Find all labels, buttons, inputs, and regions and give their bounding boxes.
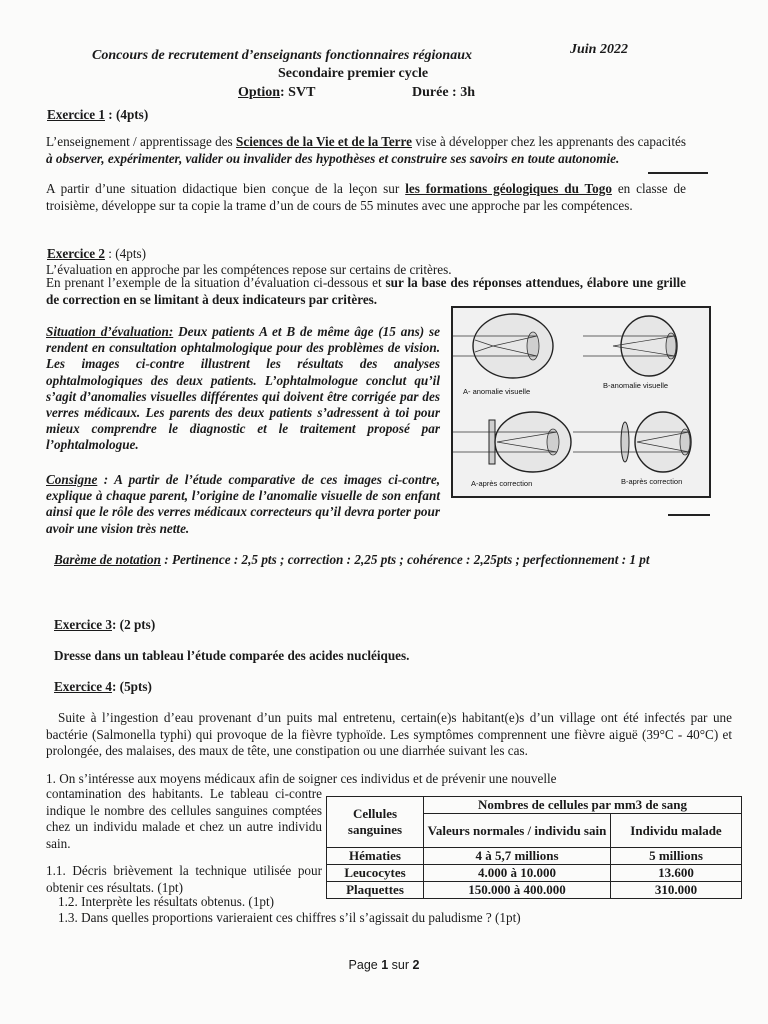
row-name: Hématies — [327, 848, 424, 865]
col-header-normal: Valeurs normales / individu sain — [424, 814, 611, 848]
ex4-q1-2: 1.2. Interprète les résultats obtenus. (1pt) — [58, 894, 275, 909]
ex4-title: Exercice 4 — [54, 679, 112, 694]
ex4-q1-3: 1.3. Dans quelles proportions varieraient ces chiffres s’il s’agissait du paludisme ? (1pt) — [58, 910, 521, 925]
ex2-consigne — [46, 472, 440, 537]
bareme-label: Barème de notation — [54, 552, 161, 567]
ex3-heading — [54, 617, 155, 634]
col-header-cells: Cellules sanguines — [327, 797, 424, 848]
exam-option — [238, 85, 315, 101]
footer-page-total: 2 — [412, 958, 420, 972]
consigne-label: Consigne — [46, 472, 98, 487]
row-normal: 150.000 à 400.000 — [424, 882, 611, 899]
ex2-p2-a: En prenant l’exemple de la situation d’évaluation ci-dessous et — [46, 275, 386, 290]
ex2-situation — [46, 324, 440, 454]
situation-text: Deux patients A et B de même âge (15 ans) se rendent en consultation ophtalmologique pour des problèmes de vision. Les images ci-contre illustrent les résultats des analyses ophtalmologiques des deux patients. L’ophtalmologue conclut qu’il s’agit d’anomalies visuelles différentes qui doivent être corrigée par des verres médicaux. Les parents des deux patients s’adressent à toi pour mieux comprendre le diagnostic et le traitement proposé par l’ophtalmologue. — [46, 324, 441, 453]
ex2-pen-mark — [668, 514, 710, 516]
ex1-p1-subject: Sciences de la Vie et de la Terre — [236, 134, 413, 149]
ex4-q1-line: 1. On s’intéresse aux moyens médicaux afin de soigner ces individus et de prévenir une nouvelle — [46, 771, 557, 786]
exam-date: Juin 2022 — [570, 42, 628, 57]
eye-anomalies-figure — [451, 306, 711, 498]
page-footer — [0, 958, 768, 972]
col-header-group: Nombres de cellules par mm3 de sang — [424, 797, 742, 814]
ex1-p1-c: vise à développer chez les apprenants des capacités — [412, 134, 686, 149]
ex1-p2-c: en classe de troisième, développe sur ta copie la trame d’un de cours de 55 minutes avec une approche par les compétences. — [46, 181, 686, 213]
ex1-heading — [47, 107, 148, 124]
ex1-p1-a: L’enseignement / apprentissage des — [46, 134, 236, 149]
exam-title: Concours de recrutement d’enseignants fonctionnaires régionaux — [92, 48, 472, 63]
exam-duration: Durée : 3h — [412, 85, 475, 100]
table-row — [327, 865, 742, 882]
eye-a-corrected — [453, 412, 571, 472]
ex2-heading — [47, 246, 146, 263]
ex1-p2-topic: les formations géologiques du Togo — [405, 181, 612, 196]
ex1-paragraph-1 — [46, 134, 686, 167]
row-name: Plaquettes — [327, 882, 424, 899]
label-b-anomaly: B-anomalie visuelle — [603, 381, 669, 390]
ex2-points: : (4pts) — [104, 246, 147, 261]
ex1-p1-skills: à observer, expérimenter, valider ou invalider des hypothèses et construire ses savoirs en toute autonomie. — [46, 150, 620, 166]
ex2-title: Exercice 2 — [47, 246, 105, 261]
label-b-correction: B-après correction — [621, 477, 683, 486]
ex4-q1-1: 1.1. Décris brièvement la technique utilisée pour obtenir ces résultats. (1pt) — [46, 863, 322, 895]
table-row — [327, 882, 742, 899]
row-name: Leucocytes — [327, 865, 424, 882]
ex3-title: Exercice 3 — [54, 617, 112, 632]
row-normal: 4 à 5,7 millions — [424, 848, 611, 865]
col-header-sick: Individu malade — [611, 814, 742, 848]
footer-page-label: Page — [348, 958, 382, 972]
eye-b-anomaly — [583, 316, 677, 376]
ex2-bareme — [54, 552, 694, 569]
table-row — [327, 848, 742, 865]
row-sick: 5 millions — [611, 848, 742, 865]
ex1-paragraph-2 — [46, 181, 686, 214]
eye-a-anomaly — [453, 314, 553, 378]
option-label: Option — [238, 85, 281, 100]
eye-diagrams — [453, 308, 709, 496]
consigne-text: : A partir de l’étude comparative de ces images ci-contre, explique à chaque parent, l’origine de l’anomalie visuelle de son enfant ainsi que le rôle des verres médicaux correcteurs qu’il devra porter pour avoir une vision très nette. — [46, 472, 440, 536]
bareme-text: : Pertinence : 2,5 pts ; correction : 2,25 pts ; cohérence : 2,25pts ; perfectionnement : 1 pt — [160, 552, 650, 567]
label-a-anomaly: A- anomalie visuelle — [463, 387, 531, 396]
ex2-intro: L’évaluation en approche par les compétences repose sur certains de critères. — [46, 262, 452, 277]
ex1-title: Exercice 1 — [47, 107, 105, 122]
ex4-paragraph: Suite à l’ingestion d’eau provenant d’un puits mal entretenu, certain(e)s habitant(e)s d’un village ont été infectés par une bactérie (Salmonella typhi) qui provoque de la fièvre typhoïde. Les symptômes comprennent une fièvre aiguë (39°C - 40°C) et prolongée, des malaises, des maux de tête, une constipation ou une diarrhée suivant les cas. — [46, 710, 732, 758]
label-a-correction: A-après correction — [471, 479, 533, 488]
row-sick: 310.000 — [611, 882, 742, 899]
row-normal: 4.000 à 10.000 — [424, 865, 611, 882]
ex3-instruction: Dresse dans un tableau l’étude comparée des acides nucléiques. — [54, 648, 410, 663]
situation-label: Situation d’évaluation: — [46, 324, 174, 339]
eye-b-corrected — [573, 412, 691, 472]
ex1-pen-mark — [648, 172, 708, 174]
blood-cells-table — [326, 796, 742, 899]
ex3-points: : (2 pts) — [111, 617, 156, 632]
ex4-q1-rest: contamination des habitants. Le tableau ci-contre indique le nombre des cellules sanguines comptées chez un individu malade et chez un autre individu sain. — [46, 786, 322, 851]
footer-page-number: 1 — [381, 958, 389, 972]
ex1-points: : (4pts) — [104, 107, 149, 122]
ex4-points: : (5pts) — [111, 679, 152, 694]
exam-subtitle: Secondaire premier cycle — [278, 66, 429, 81]
ex1-p2-a: A partir d’une situation didactique bien conçue de la leçon sur — [46, 181, 406, 196]
ex2-p2-task: sur la base des réponses attendues, élabore une grille de correction en se limitant à deux indicateurs par critères. — [46, 275, 687, 307]
ex4-heading — [54, 679, 152, 696]
option-value: : SVT — [280, 85, 316, 100]
footer-of-label: sur — [388, 958, 413, 972]
row-sick: 13.600 — [611, 865, 742, 882]
ex2-paragraph-2 — [46, 275, 686, 308]
